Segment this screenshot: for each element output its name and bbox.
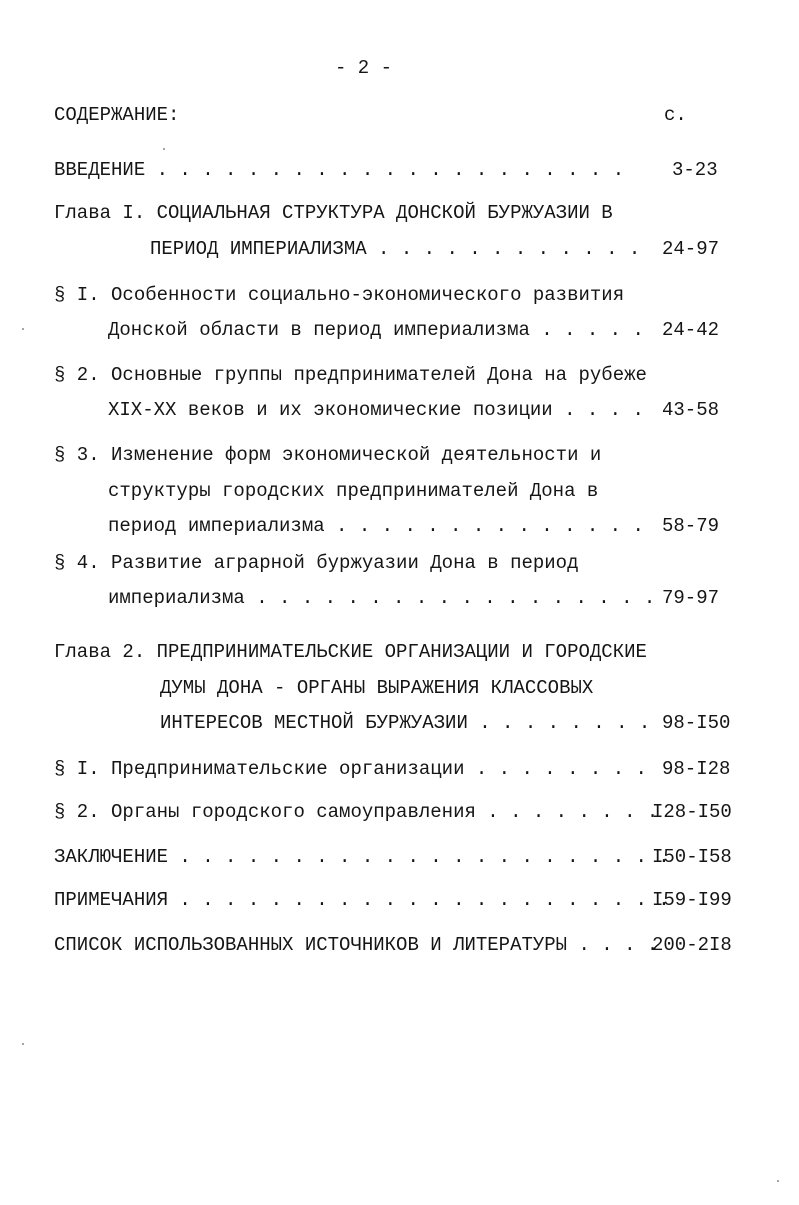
toc-entry-section-1-4-cont: империализма . . . . . . . . . . . . . . . . . . <box>108 587 656 609</box>
toc-entry-introduction: ВВЕДЕНИЕ . . . . . . . . . . . . . . . . . . . . . <box>54 159 625 181</box>
contents-heading: СОДЕРЖАНИЕ: <box>54 104 180 126</box>
toc-pages-introduction: 3-23 <box>672 159 718 181</box>
page-number: - 2 - <box>335 57 393 79</box>
page-column-label: с. <box>664 104 687 126</box>
toc-entry-chapter-1: Глава I. СОЦИАЛЬНАЯ СТРУКТУРА ДОНСКОЙ БУРЖУАЗИИ В <box>54 202 613 224</box>
toc-entry-chapter-2-cont: ДУМЫ ДОНА - ОРГАНЫ ВЫРАЖЕНИЯ КЛАССОВЫХ <box>160 677 594 699</box>
toc-entry-section-1-1: § I. Особенности социально-экономического развития <box>54 284 625 306</box>
scan-speck <box>163 148 165 150</box>
toc-entry-section-1-2-cont: XIX-XX веков и их экономические позиции . . . . <box>108 399 644 421</box>
toc-entry-section-1-3-cont: структуры городских предпринимателей Дона в <box>108 480 599 502</box>
toc-pages-chapter-1: 24-97 <box>662 238 720 260</box>
toc-pages-chapter-2: 98-I50 <box>662 712 731 734</box>
scan-speck <box>22 328 24 330</box>
scan-speck <box>22 1043 24 1045</box>
toc-entry-bibliography: СПИСОК ИСПОЛЬЗОВАННЫХ ИСТОЧНИКОВ И ЛИТЕРАТУРЫ . . . . <box>54 934 659 956</box>
toc-entry-section-2-1: § I. Предпринимательские организации . . . . . . . . <box>54 758 647 780</box>
toc-entry-conclusion: ЗАКЛЮЧЕНИЕ . . . . . . . . . . . . . . . . . . . . . . <box>54 846 670 868</box>
toc-entry-section-1-2: § 2. Основные группы предпринимателей Дона на рубеже <box>54 364 647 386</box>
toc-pages-section-2-1: 98-I28 <box>662 758 731 780</box>
toc-pages-conclusion: I50-I58 <box>652 846 732 868</box>
toc-pages-section-1-4: 79-97 <box>662 587 720 609</box>
toc-pages-section-1-3: 58-79 <box>662 515 720 537</box>
toc-entry-section-1-1-cont: Донской области в период империализма . . . . . <box>108 319 644 341</box>
toc-entry-section-1-4: § 4. Развитие аграрной буржуазии Дона в период <box>54 552 579 574</box>
toc-pages-notes: I59-I99 <box>652 889 732 911</box>
toc-entry-section-1-3-cont2: период империализма . . . . . . . . . . . . . . <box>108 515 644 537</box>
toc-entry-section-2-2: § 2. Органы городского самоуправления . . . . . . . . <box>54 801 659 823</box>
toc-entry-notes: ПРИМЕЧАНИЯ . . . . . . . . . . . . . . . . . . . . . . <box>54 889 670 911</box>
toc-pages-section-1-1: 24-42 <box>662 319 720 341</box>
toc-entry-section-1-3: § 3. Изменение форм экономической деятельности и <box>54 444 602 466</box>
toc-pages-section-2-2: I28-I50 <box>652 801 732 823</box>
scan-speck <box>777 1180 779 1182</box>
toc-entry-chapter-2: Глава 2. ПРЕДПРИНИМАТЕЛЬСКИЕ ОРГАНИЗАЦИИ И ГОРОДСКИЕ <box>54 641 647 663</box>
toc-entry-chapter-2-cont2: ИНТЕРЕСОВ МЕСТНОЙ БУРЖУАЗИИ . . . . . . . . <box>160 712 651 734</box>
toc-entry-chapter-1-cont: ПЕРИОД ИМПЕРИАЛИЗМА . . . . . . . . . . . . <box>150 238 641 260</box>
toc-pages-bibliography: 200-2I8 <box>652 934 732 956</box>
toc-pages-section-1-2: 43-58 <box>662 399 720 421</box>
